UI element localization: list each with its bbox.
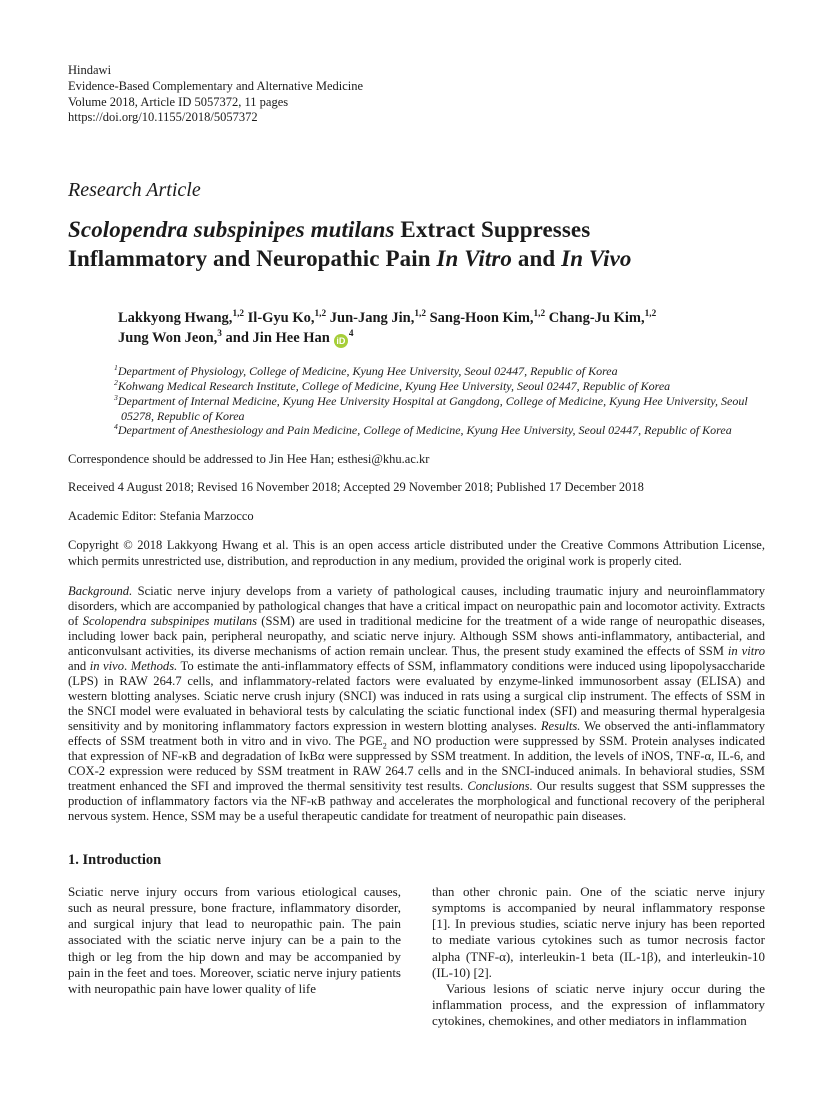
affiliation-1 [114, 364, 765, 379]
abstract: Background. Sciatic nerve injury develops from a variety of pathological causes, including traumatic injury and neuroinflammatory disorders, which are accompanied by pathological changes that have a critical impact on neuropathic pain and locomotor activity. Extracts of Scolopendra subspinipes mutilans (SSM) are used in traditional medicine for the treatment of a wide range of neuropathic diseases, including lower back pain, peripheral neuropathy, and sciatic nerve injury. Although SSM shows anti-inflammatory, antibacterial, and anticonvulsant activities, its diverse mechanisms of action remain unclear. Thus, the present study examined the effects of SSM in vitro and in vivo. Methods. To estimate the anti-inflammatory effects of SSM, inflammatory conditions were induced using lipopolysaccharide (LPS) in RAW 264.7 cells, and inflammatory-related factors were evaluated by enzyme-linked immunosorbent assay (ELISA) and western blotting analyses. Sciatic nerve crush injury (SNCI) was induced in rats using a surgical clip instrument. The effects of SSM in the SNCI model were evaluated in behavioral tests by calculating the sciatic functional index (SFI) and measuring thermal hyperalgesia sensitivity and by monitoring inflammatory factors expression in western blotting analyses. Results. We observed the anti-inflammatory effects of SSM treatment both in vitro and in vivo. The $PGE_2$ and NO production were suppressed by SSM. Protein analyses indicated that expression of NF-κB and degradation of IκBα were suppressed by SSM treatment. In addition, the levels of iNOS, TNF-α, IL-6, and COX-2 expression were reduced by SSM treatment in RAW 264.7 cells and in the SNCI-induced animals. In behavioral studies, SSM treatment enhanced the SFI and improved the thermal sensitivity test results. Conclusions. Our results suggest that SSM suppresses the production of inflammatory factors via the NF-κB pathway and accelerates the morphological and functional recovery of the peripheral nervous system. Hence, SSM may be a useful therapeutic candidate for treatment of neuropathic pain diseases. [68, 583, 765, 823]
affiliation-4 [114, 423, 765, 438]
affiliation-text: Kohwang Medical Research Institute, College of Medicine, Kyung Hee University, Seoul 02447, Republic of Korea [117, 378, 671, 393]
article-title: Scolopendra subspinipes mutilans Extract Suppresses Inflammatory and Neuropathic Pain In Vitro and In Vivo [68, 217, 632, 272]
doi-link[interactable]: https://doi.org/10.1155/2018/5057372 [68, 110, 258, 125]
article-history: Received 4 August 2018; Revised 16 November 2018; Accepted 29 November 2018; Published 17 December 2018 [68, 480, 644, 495]
affiliation-number: 3 [114, 392, 118, 402]
affiliation-list [114, 364, 765, 438]
academic-editor: Academic Editor: Stefania Marzocco [68, 508, 254, 523]
intro-paragraph-1: Sciatic nerve injury occurs from various etiological causes, such as neural pressure, bone fracture, inflammatory disorder, and surgical injury that lead to neuropathic pain. The pain associated with the sciatic nerve injury can be a pain to the thigh or leg from the hip down and may be accompanied by pain in the feet and toes. Moreover, sciatic nerve injury patients with neuropathic pain have lower quality of life [68, 883, 401, 997]
section-heading-introduction: 1. Introduction [68, 851, 162, 868]
affiliation-number: 2 [114, 377, 118, 387]
correspondence-line [68, 451, 765, 467]
affiliation-text: Department of Physiology, College of Medicine, Kyung Hee University, Seoul 02447, Republic of Korea [117, 364, 618, 379]
correspondence-text: Correspondence should be addressed to Jin Hee Han; [68, 451, 338, 466]
right-column [432, 884, 765, 1030]
correspondence-email[interactable]: esthesi@khu.ac.kr [337, 451, 430, 466]
copyright-notice: Copyright © 2018 Lakkyong Hwang et al. This is an open access article distributed under the Creative Commons Attribution License, which permits unrestricted use, distribution, and reproduction in any medium, provided the original work is properly cited. [68, 537, 765, 569]
article-type-label: Research Article [68, 179, 201, 202]
journal-masthead [68, 63, 765, 126]
affiliation-text: Department of Anesthesiology and Pain Medicine, College of Medicine, Kyung Hee University, Seoul 02447, Republic of Korea [117, 423, 732, 438]
journal-name: Evidence-Based Complementary and Alternative Medicine [68, 78, 364, 93]
author-list: Lakkyong Hwang,$^{1,2}$ Il-Gyu Ko,$^{1,2}$ Jun-Jang Jin,$^{1,2}$ Sang-Hoon Kim,$^{1,2}$ Chang-Ju Kim,$^{1,2}$ Jung Won Jeon,$^3$ and Jin Hee Han $iD^4$ [118, 309, 657, 346]
affiliation-text: Department of Internal Medicine, Kyung Hee University Hospital at Gangdong, College of Medicine, Kyung Hee University, Seoul 05278, Republic of Korea [117, 393, 748, 423]
intro-paragraph-2: Various lesions of sciatic nerve injury occur during the inflammation process, and the expression of inflammatory cytokines, chemokines, and other mediators in inflammation [432, 981, 765, 1029]
affiliation-2 [114, 379, 765, 394]
two-column-body [68, 884, 765, 1030]
left-column [68, 884, 401, 1030]
affiliation-3 [114, 394, 765, 424]
volume-line: Volume 2018, Article ID 5057372, 11 pages [68, 94, 289, 109]
affiliation-number: 4 [114, 422, 118, 432]
publisher-name: Hindawi [68, 63, 112, 77]
orcid-icon[interactable]: iD [334, 334, 348, 348]
intro-paragraph-1-continued: than other chronic pain. One of the sciatic nerve injury symptoms is accompanied by neural inflammatory response [1]. In previous studies, sciatic nerve injury has been reported to mediate various cytokines such as tumor necrosis factor alpha (TNF-α), interleukin-1 beta (IL-1β), and interleukin-10 (IL-10) [2]. [432, 883, 765, 980]
affiliation-number: 1 [114, 363, 118, 373]
